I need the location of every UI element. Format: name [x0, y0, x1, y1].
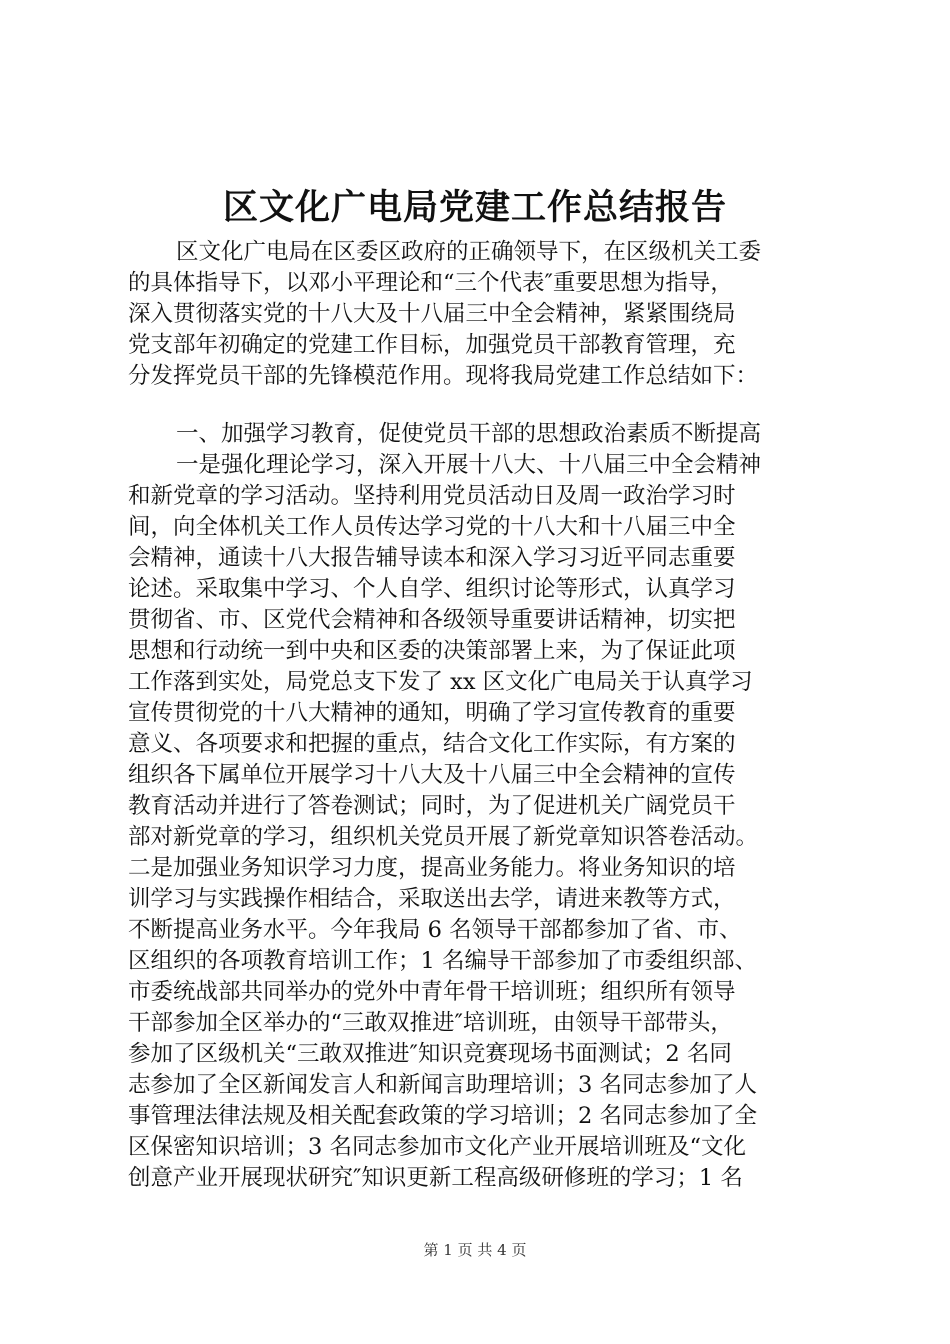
paragraph-line: 创意产业开展现状研究″知识更新工程高级研修班的学习；1 名	[128, 1165, 743, 1191]
page-footer: 第 1 页 共 4 页	[423, 1241, 527, 1259]
paragraph-line: 宣传贯彻党的十八大精神的通知，明确了学习宣传教育的重要	[128, 700, 736, 726]
paragraph-line: 区保密知识培训；3 名同志参加市文化产业开展培训班及“文化	[128, 1134, 746, 1160]
page-title: 区文化广电局党建工作总结报告	[222, 187, 727, 228]
paragraph-line: 不断提高业务水平。今年我局 6 名领导干部都参加了省、市、	[128, 917, 742, 943]
paragraph-line: 深入贯彻落实党的十八大及十八届三中全会精神，紧紧围绕局	[128, 301, 736, 327]
paragraph-line: 的具体指导下，以邓小平理论和“三个代表″重要思想为指导，	[128, 270, 733, 296]
paragraph-line: 市委统战部共同举办的党外中青年骨干培训班；组织所有领导	[128, 979, 736, 1005]
paragraph-line: 贯彻省、市、区党代会精神和各级领导重要讲话精神，切实把	[128, 607, 736, 633]
paragraph-line: 部对新党章的学习，组织机关党员开展了新党章知识答卷活动。	[128, 824, 759, 850]
paragraph-line: 和新党章的学习活动。坚持利用党员活动日及周一政治学习时	[128, 483, 736, 509]
paragraph-line: 论述。采取集中学习、个人自学、组织讨论等形式，认真学习	[128, 576, 736, 602]
paragraph-line: 志参加了全区新闻发言人和新闻言助理培训；3 名同志参加了人	[128, 1072, 757, 1098]
paragraph-line: 教育活动并进行了答卷测试；同时，为了促进机关广阔党员干	[128, 793, 736, 819]
paragraph-line: 间，向全体机关工作人员传达学习党的十八大和十八届三中全	[128, 514, 736, 540]
section-heading: 一、加强学习教育，促使党员干部的思想政治素质不断提高	[176, 421, 762, 447]
paragraph-line: 分发挥党员干部的先锋模范作用。现将我局党建工作总结如下：	[128, 363, 759, 389]
paragraph-line: 思想和行动统一到中央和区委的决策部署上来，为了保证此项	[128, 638, 736, 664]
paragraph-line: 一是强化理论学习，深入开展十八大、十八届三中全会精神	[176, 452, 762, 478]
paragraph-line: 训学习与实践操作相结合，采取送出去学，请进来教等方式，	[128, 886, 736, 912]
paragraph-line: 工作落到实处，局党总支下发了 xx 区文化广电局关于认真学习	[128, 669, 753, 695]
paragraph-line: 参加了区级机关“三敢双推进″知识竞赛现场书面测试；2 名同	[128, 1041, 732, 1067]
paragraph-line: 意义、各项要求和把握的重点，结合文化工作实际，有方案的	[128, 731, 736, 757]
paragraph-line: 区文化广电局在区委区政府的正确领导下，在区级机关工委	[176, 239, 762, 265]
paragraph-line: 区组织的各项教育培训工作；1 名编导干部参加了市委组织部、	[128, 948, 757, 974]
paragraph-line: 组织各下属单位开展学习十八大及十八届三中全会精神的宣传	[128, 762, 736, 788]
paragraph-line: 会精神，通读十八大报告辅导读本和深入学习习近平同志重要	[128, 545, 736, 571]
paragraph-line: 事管理法律法规及相关配套政策的学习培训；2 名同志参加了全	[128, 1103, 757, 1129]
paragraph-line: 二是加强业务知识学习力度，提高业务能力。将业务知识的培	[128, 855, 736, 881]
paragraph-line: 党支部年初确定的党建工作目标，加强党员干部教育管理，充	[128, 332, 736, 358]
paragraph-line: 干部参加全区举办的“三敢双推进″培训班，由领导干部带头，	[128, 1010, 733, 1036]
